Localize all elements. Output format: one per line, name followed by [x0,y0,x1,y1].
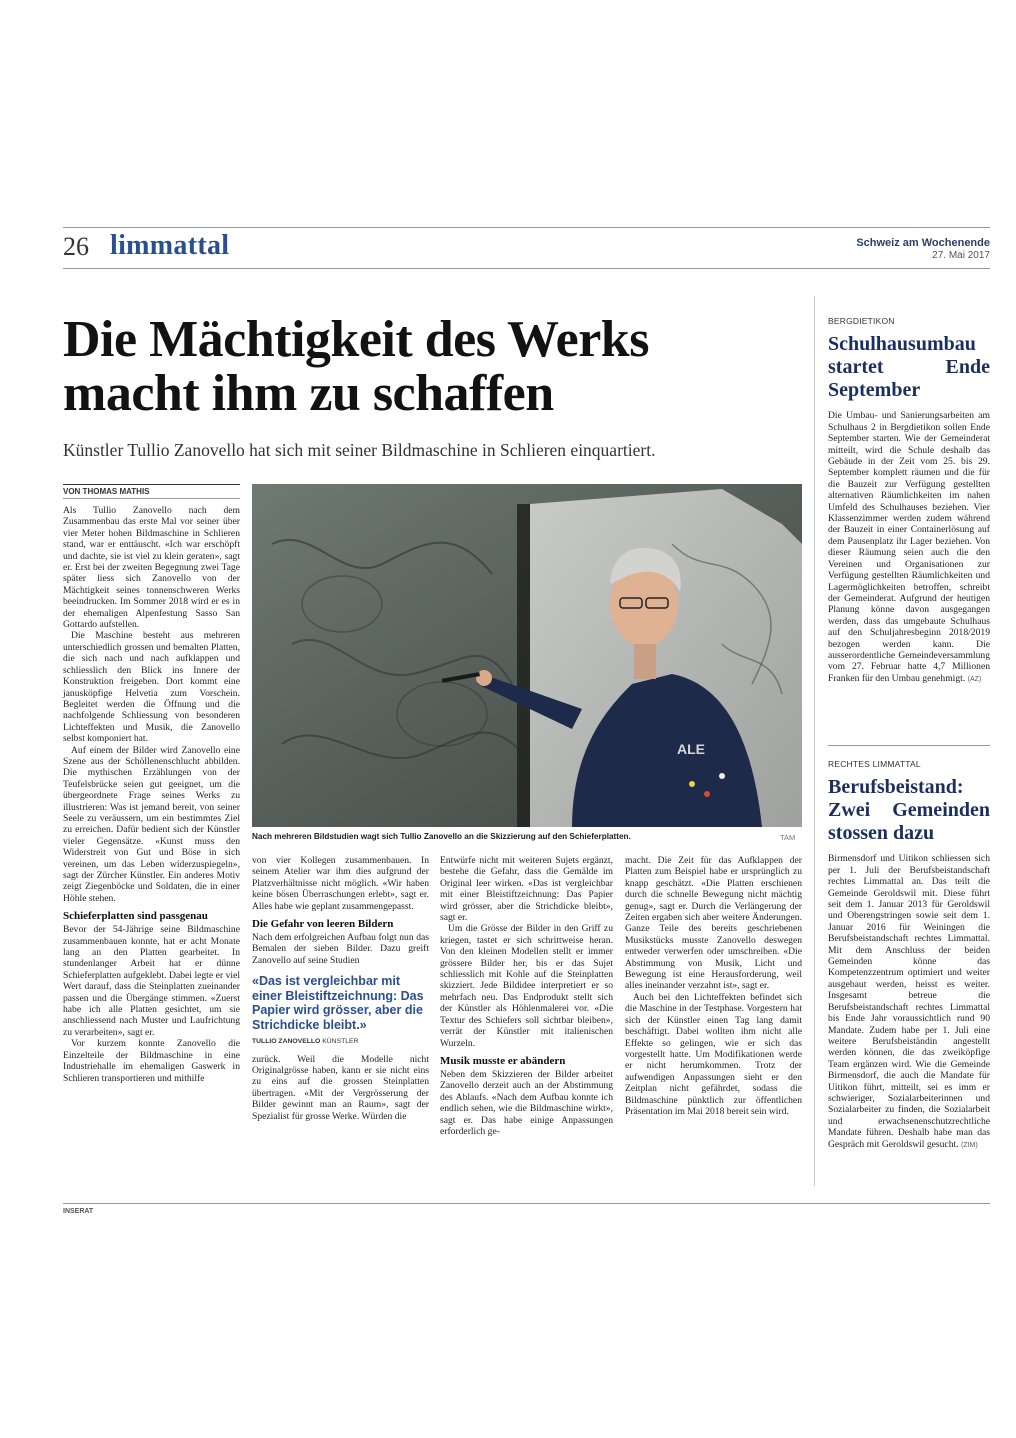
photo-credit: TAM [780,833,796,842]
sidebar-body-text: Birmensdorf und Uitikon schliessen sich per 1. Juli der Berufsbeistandschaft rechtes Limmattal an. Das teilt die Gemeinde Geroldswil mit. Diese führt seit dem 1. Januar 2013 für Geroldswil und Oberengstringen sowie seit dem 1. Januar 2016 für Weiningen die Berufsbeistandschaft rechtes Limmattal. Mit dem Anschluss der beiden Gemeinden könne das Kompetenzzentrum optimiert und weiter ausgebaut werden, heisst es weiter. Insgesamt betreue die Berufsbeistandschaft rechtes Limmattal bis Ende Jahr voraussichtlich rund 90 Mandate. Zudem habe per 1. Juli eine weitere Berufsbeiständin angestellt werden können, die das zweiköpfige Team ergänzen wird. Wie die Gemeinde Birmensdorf, die auch die Mandate für Uitikon führt, mitteilt, sei es imm er schwieriger, Sozialarbeiterinnen und Sozialarbeiter zu finden, die Sozialarbeit und erwachsenenschutzrechtliche Mandate führen. Deshalb habe man das Gespräch mit Geroldswil gesucht. [828,853,990,1150]
article-photo [252,484,802,827]
section-title: limmattal [110,230,230,261]
quote-role: KÜNSTLER [322,1038,359,1046]
quote-attribution [252,1036,429,1047]
paragraph: von vier Kollegen zusammenbauen. In seinem Atelier war ihm dies aufgrund der Platzverhältnisse nicht möglich. «Wir haben keine bösen Überraschungen erlebt», sagt er. Alles habe wie geplant zusammengepasst. [252,855,429,912]
publication-name: Schweiz am Wochenende [856,237,990,249]
sidebar-story-2 [828,759,990,1151]
headline-line-2: macht ihm zu schaffen [63,365,554,422]
paragraph: Nach dem erfolgreichen Aufbau folgt nun das Bemalen der sieben Bilder. Dazu greift Zanovello auf seine Studien [252,932,429,966]
sidebar-story-1 [828,316,990,685]
svg-text:ALE: ALE [677,741,705,757]
sidebar-kicker: RECHTES LIMMATTAL [828,759,921,769]
sidebar-body [828,853,990,1151]
footer-rule [63,1203,990,1204]
photo-caption: Nach mehreren Bildstudien wagt sich Tullio Zanovello an die Skizzierung auf den Schieferplatten. [252,832,631,841]
advertisement-label: INSERAT [63,1208,94,1215]
subheading: Musik musste er abändern [440,1054,566,1067]
sidebar-separator [828,745,990,746]
quote-name: TULLIO ZANOVELLO [252,1038,321,1046]
paragraph: Als Tullio Zanovello nach dem Zusammenbau das erste Mal vor seiner über vier Meter hohen Bildmaschine in Schlieren stand, war er enttäuscht. «Ich war erschöpft und dachte, sie ist viel zu klein geraten», sagt er. Erst bei der zweiten Begegnung zwei Tage später liess sich Zanovello von der Mächtigkeit seines tonnenschweren Werks beeindrucken. Im Sommer 2018 wird er es in der ehemaligen Alpenfestung Sasso San Gottardo aufstellen. [63,505,240,631]
byline: VON THOMAS MATHIS [63,487,150,496]
author-tag: (AZ) [967,675,982,683]
paragraph: Um die Grösse der Bilder in den Griff zu kriegen, tastet er sich schrittweise heran. Von den kleinen Modellen stellt er immer grössere Bilder her, bis er das Sujet schliesslich mit Kohle auf die Steinplatten skizziert. Jede Bildidee interpretiert er so mehrfach neu. Das Endprodukt stellt sich der Künstler als Höhlenmalerei vor. «Die Textur des Schiefers soll sichtbar bleiben», verrät der Künstler mit italienischen Wurzeln. [440,923,613,1049]
article-headline [63,313,798,421]
paragraph: Die Maschine besteht aus mehreren unterschiedlich grossen und bemalten Platten, die sich nach und nach aufklappen und schliesslich den Blick ins Innere der Konstruktion freigeben. Dort kommt eine janusköpfige Helvetia zum Vorschein. Begleitet werden die Öffnung und die nachfolgende Schliessung von besonderen Lichteffekten und Musik, die Zanovello selbst komponiert hat. [63,630,240,745]
paragraph: Neben dem Skizzieren der Bilder arbeitet Zanovello derzeit auch an der Abstimmung des Ablaufs. «Nach dem Aufbau konnte ich endlich sehen, wie die Bildmaschine wirkt», sagt er. Das habe einige Anpassungen erforderlich ge- [440,1068,613,1137]
sidebar-divider [814,296,815,1186]
paragraph: macht. Die Zeit für das Aufklappen der Platten zum Beispiel habe er ursprünglich zu knapp geschätzt. «Die Platten erschienen durch die schnelle Bewegung nicht mächtig genug», sagt er. Durch die Verlängerung der Zeiten ergaben sich aber weitere Änderungen. Ganze Teile des bereits geschriebenen Musikstücks musste Zanovello deswegen entweder verwerfen oder umschreiben. «Die Abstimmung von Musik, Licht und Bewegung ist eine Herausforderung, weil alles ineinander verzahnt ist», sagt er. [625,855,802,992]
headline-line-1: Die Mächtigkeit des Werks [63,311,649,368]
issue-date: 27. Mai 2017 [932,250,990,261]
page-number: 26 [63,232,89,261]
byline-rule-bottom [63,498,240,499]
article-column-3 [440,855,613,1137]
paragraph: Vor kurzem konnte Zanovello die Einzelteile der Bildmaschine in eine Industriehalle im ehemaligen Gaswerk in Schlieren transportieren und mithilfe [63,1038,240,1084]
pull-quote: «Das ist vergleichbar mit einer Bleistiftzeichnung: Das Papier wird grösser, aber die Strichdicke bleibt.» [252,974,424,1032]
sidebar-body-text: Die Umbau- und Sanierungsarbeiten am Schulhaus 2 in Bergdietikon sollen Ende September starten. Wie der Gemeinderat mitteilt, wird die Schule deshalb das Gebäude in der Zeit vom 25. bis 29. September komplett räumen und die für die Bauzeit zur Verfügung gestellten alternativen Räumlichkeiten im nahen Umfeld des Schulhauses beziehen. Vier Klassenzimmer werden zudem während der Bauzeit in einer Containerlösung auf dem Pausenplatz ihr Lager beziehen. Von dieser Räumung seien auch die den Vereinen und Organisationen zur Verfügung gestellten Räumlichkeiten und Lagermöglichkeiten betroffen, schreibt der Gemeinderat. Aufgrund der heutigen Planung könne davon ausgegangen werden, dass das umgebaute Schulhaus auf den Schuljahresbeginn 2018/2019 bezogen werden kann. Die ausserordentliche Gemeindeversammlung vom 27. Februar hatte 4,7 Millionen Franken für den Umbau genehmigt. [828,410,990,684]
paragraph: Auch bei den Lichteffekten befindet sich die Maschine in der Testphase. Vorgestern hat sich der Künstler einen Tag lang damit beschäftigt. Dabei wollten ihm nicht alle Effekte so gelingen, wie er sich das vorgestellt hatte. Um Modifikationen werde er nicht herumkommen. Trotz der aufwendigen Anpassungen sieht er den Zeitplan nicht gefährdet, sodass die Bildmaschine pünktlich zur öffentlichen Präsentation im Mai 2018 bereit sein wird. [625,991,802,1117]
sidebar-kicker: BERGDIETIKON [828,316,895,326]
article-column-2 [252,855,429,1122]
header-rule [63,268,990,269]
paragraph: Entwürfe nicht mit weiteren Sujets ergänzt, bestehe die Gefahr, dass die Gemälde im Original leer wirken. «Das ist vergleichbar mit einer Bleistiftzeichnung: Das Papier wird grösser, aber die Strichdicke bleibt», sagt er. [440,855,613,924]
paragraph: Auf einem der Bilder wird Zanovello eine Szene aus der Schöllenenschlucht abbilden. Die mythischen Erzählungen von der Teufelsbrücke seien gut geeignet, um die übergeordnete Frage seines Werks zu illustrieren: Was ist jemand bereit, von seiner Seele zu veräussern, um ein bestimmtes Ziel zu erreichen. Dafür bedient sich der Künstler vieler Gegensätze. «Kunst muss den Widerstreit von Gut und Böse in sich vereinen, um das Leben widerzuspiegeln», sagt der Zürcher Künstler. Ein anderes Motiv zeigt Ziegenböcke und Soldaten, die in einer Höhle stehen. [63,744,240,904]
artist-photo-illustration [252,484,802,827]
sidebar-title: Schulhausumbau startet Ende September [828,333,990,402]
paragraph: zurück. Weil die Modelle nicht Originalgrösse haben, kann er sie nicht eins zu eins auf die grossen Steinplatten übertragen. «Mit der Vergrösserung der Bilder gewinnt man an Raum», sagt der Spezialist für grosse Werke. Würden die [252,1053,429,1122]
top-rule [63,227,990,228]
subheading: Schieferplatten sind passgenau [63,910,208,923]
article-column-1 [63,505,240,1084]
article-lead: Künstler Tullio Zanovello hat sich mit seiner Bildmaschine in Schlieren einquartiert. [63,440,656,460]
subheading: Die Gefahr von leeren Bildern [252,918,394,931]
article-column-4 [625,855,802,1117]
sidebar-title: Berufsbeistand: Zwei Gemeinden stossen dazu [828,776,990,845]
paragraph: Bevor der 54-Jährige seine Bildmaschine zusammenbauen konnte, hat er acht Monate lang an den Platten gearbeitet. In stundenlanger Arbeit hat er dünne Schieferplatten aufgeklebt. Dabei legte er viel Wert darauf, dass die Steinplatten zueinander passen und die Übergänge stimmen. «Zuerst habe ich alle Platten gesichtet, um sie anschliessend nach Muster und Laufrichtung zu verarbeiten», sagt er. [63,924,240,1038]
sidebar-body [828,410,990,685]
author-tag: (ZIM) [960,1141,978,1149]
byline-rule [63,484,240,485]
